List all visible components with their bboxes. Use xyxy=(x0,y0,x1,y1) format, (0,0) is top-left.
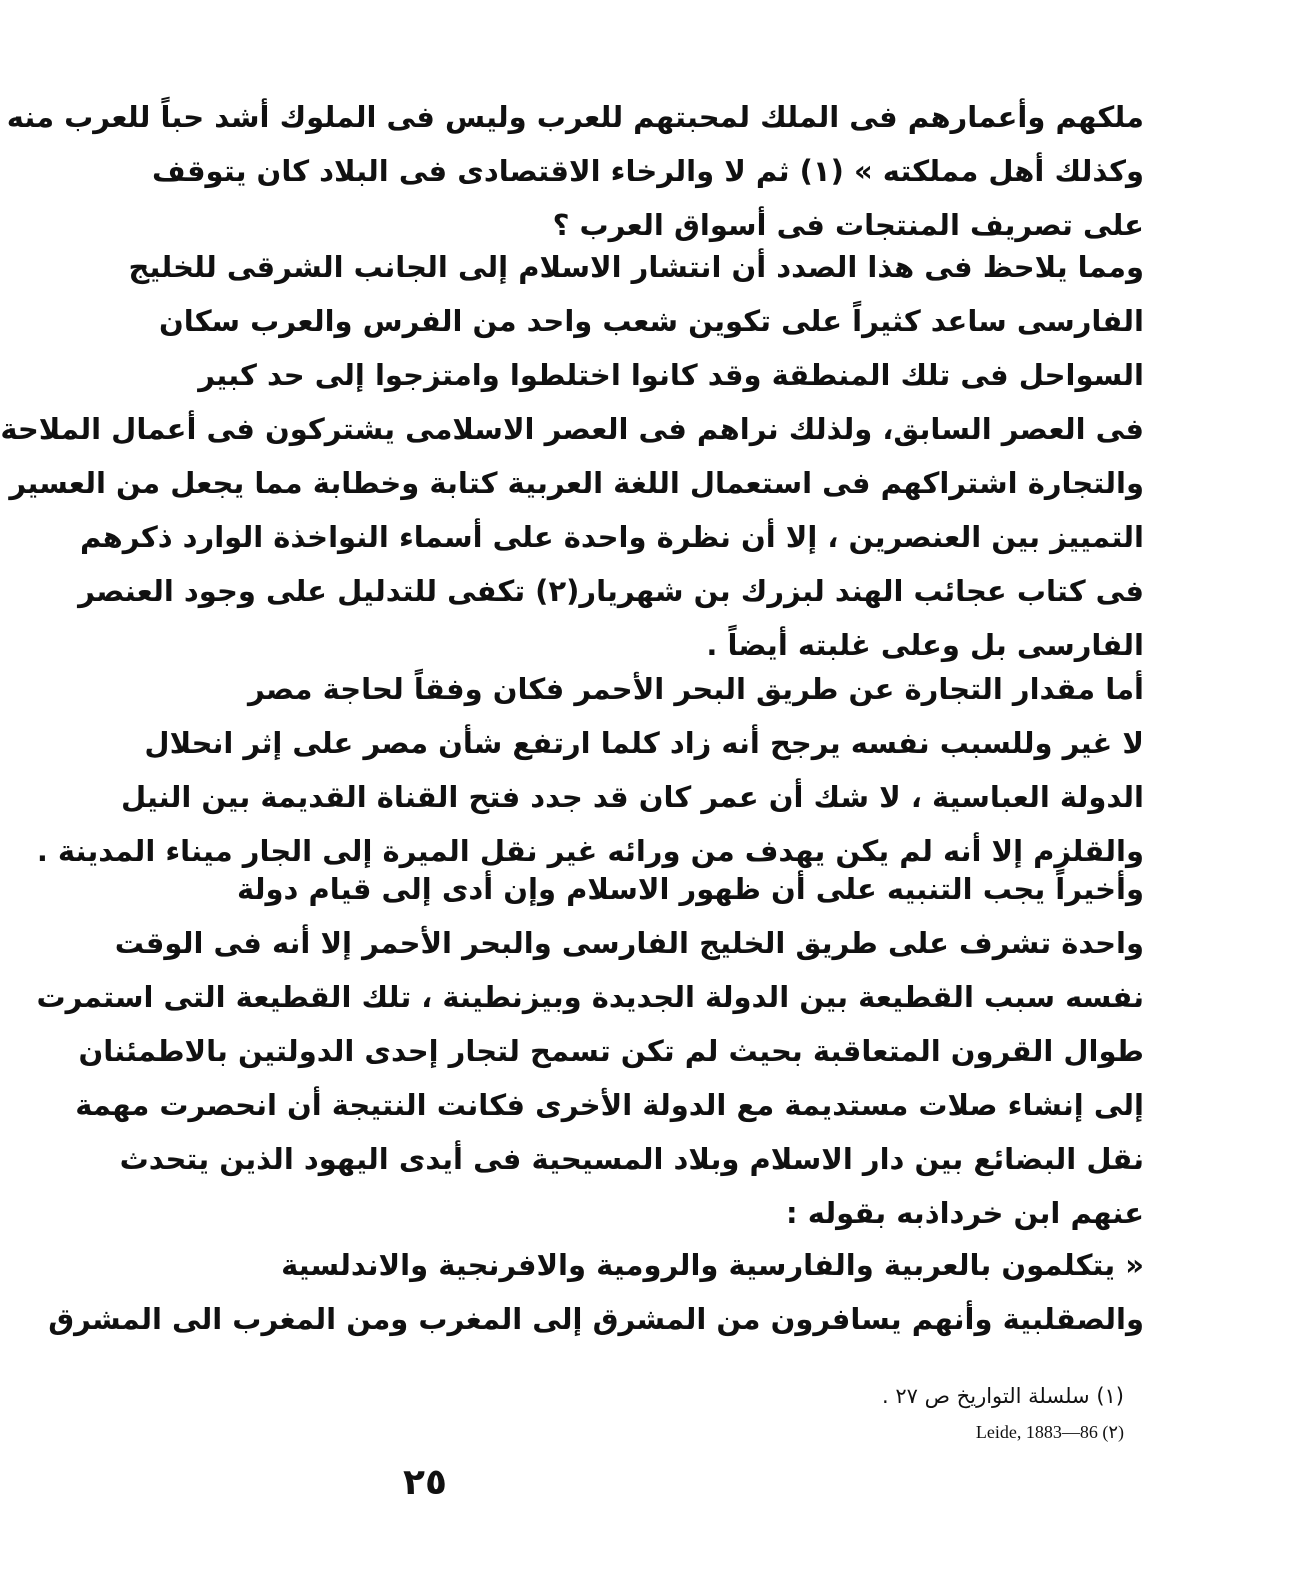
text-line: واحدة تشرف على طريق الخليج الفارسى والبحر الأحمر إلا أنه فى الوقت xyxy=(114,926,1144,960)
text-line: فى كتاب عجائب الهند لبزرك بن شهريار(٢) تكفى للتدليل على وجود العنصر xyxy=(78,574,1144,608)
text-line: والصقلبية وأنهم يسافرون من المشرق إلى المغرب ومن المغرب الى المشرق xyxy=(48,1302,1144,1336)
quotation-paragraph xyxy=(48,1238,1144,1346)
text-line: التمييز بين العنصرين ، إلا أن نظرة واحدة على أسماء النواخذة الوارد ذكرهم xyxy=(79,520,1144,554)
paragraph-4 xyxy=(36,862,1144,1240)
text-line: فى العصر السابق، ولذلك نراهم فى العصر الاسلامى يشتركون فى أعمال الملاحة xyxy=(0,412,1144,446)
text-line: طوال القرون المتعاقبة بحيث لم تكن تسمح لتجار إحدى الدولتين بالاطمئنان xyxy=(78,1034,1144,1068)
paragraph-3 xyxy=(36,662,1144,878)
text-line: وأخيراً يجب التنبيه على أن ظهور الاسلام وإن أدى إلى قيام دولة xyxy=(237,872,1144,906)
footnote-2: Leide, 1883—86 (٢) xyxy=(975,1422,1124,1442)
text-line: أما مقدار التجارة عن طريق البحر الأحمر فكان وفقاً لحاجة مصر xyxy=(247,672,1144,706)
text-line: عنهم ابن خرداذبه بقوله : xyxy=(786,1196,1144,1230)
text-line: والتجارة اشتراكهم فى استعمال اللغة العربية كتابة وخطابة مما يجعل من العسير xyxy=(9,466,1144,500)
footnotes xyxy=(424,1378,1124,1450)
text-line: نفسه سبب القطيعة بين الدولة الجديدة وبيزنطينة ، تلك القطيعة التى استمرت xyxy=(36,980,1144,1014)
text-line: لا غير وللسبب نفسه يرجح أنه زاد كلما ارتفع شأن مصر على إثر انحلال xyxy=(144,726,1144,760)
text-line: الفارسى ساعد كثيراً على تكوين شعب واحد من الفرس والعرب سكان xyxy=(159,304,1144,338)
text-line: السواحل فى تلك المنطقة وقد كانوا اختلطوا وامتزجوا إلى حد كبير xyxy=(198,358,1144,392)
text-line: نقل البضائع بين دار الاسلام وبلاد المسيحية فى أيدى اليهود الذين يتحدث xyxy=(119,1142,1144,1176)
text-line: على تصريف المنتجات فى أسواق العرب ؟ xyxy=(552,208,1144,242)
text-line: ملكهم وأعمارهم فى الملك لمحبتهم للعرب وليس فى الملوك أشد حباً للعرب منه xyxy=(6,100,1144,134)
text-line: والقلزم إلا أنه لم يكن يهدف من ورائه غير نقل الميرة إلى الجار ميناء المدينة . xyxy=(36,834,1144,868)
text-line: ومما يلاحظ فى هذا الصدد أن انتشار الاسلام إلى الجانب الشرقى للخليج xyxy=(128,250,1144,284)
text-line: وكذلك أهل مملكته » (١) ثم لا والرخاء الاقتصادى فى البلاد كان يتوقف xyxy=(152,154,1144,188)
text-line: « يتكلمون بالعربية والفارسية والرومية والافرنجية والاندلسية xyxy=(281,1248,1144,1282)
page-number: ٢٥ xyxy=(403,1462,447,1503)
text-line: الفارسى بل وعلى غلبته أيضاً . xyxy=(706,628,1144,662)
paragraph-2 xyxy=(0,240,1144,672)
text-line: الدولة العباسية ، لا شك أن عمر كان قد جدد فتح القناة القديمة بين النيل xyxy=(120,780,1144,814)
text-line: إلى إنشاء صلات مستديمة مع الدولة الأخرى فكانت النتيجة أن انحصرت مهمة xyxy=(75,1088,1144,1122)
paragraph-1 xyxy=(6,90,1144,252)
footnote-1: (١) سلسلة التواريخ ص ٢٧ . xyxy=(882,1384,1124,1408)
